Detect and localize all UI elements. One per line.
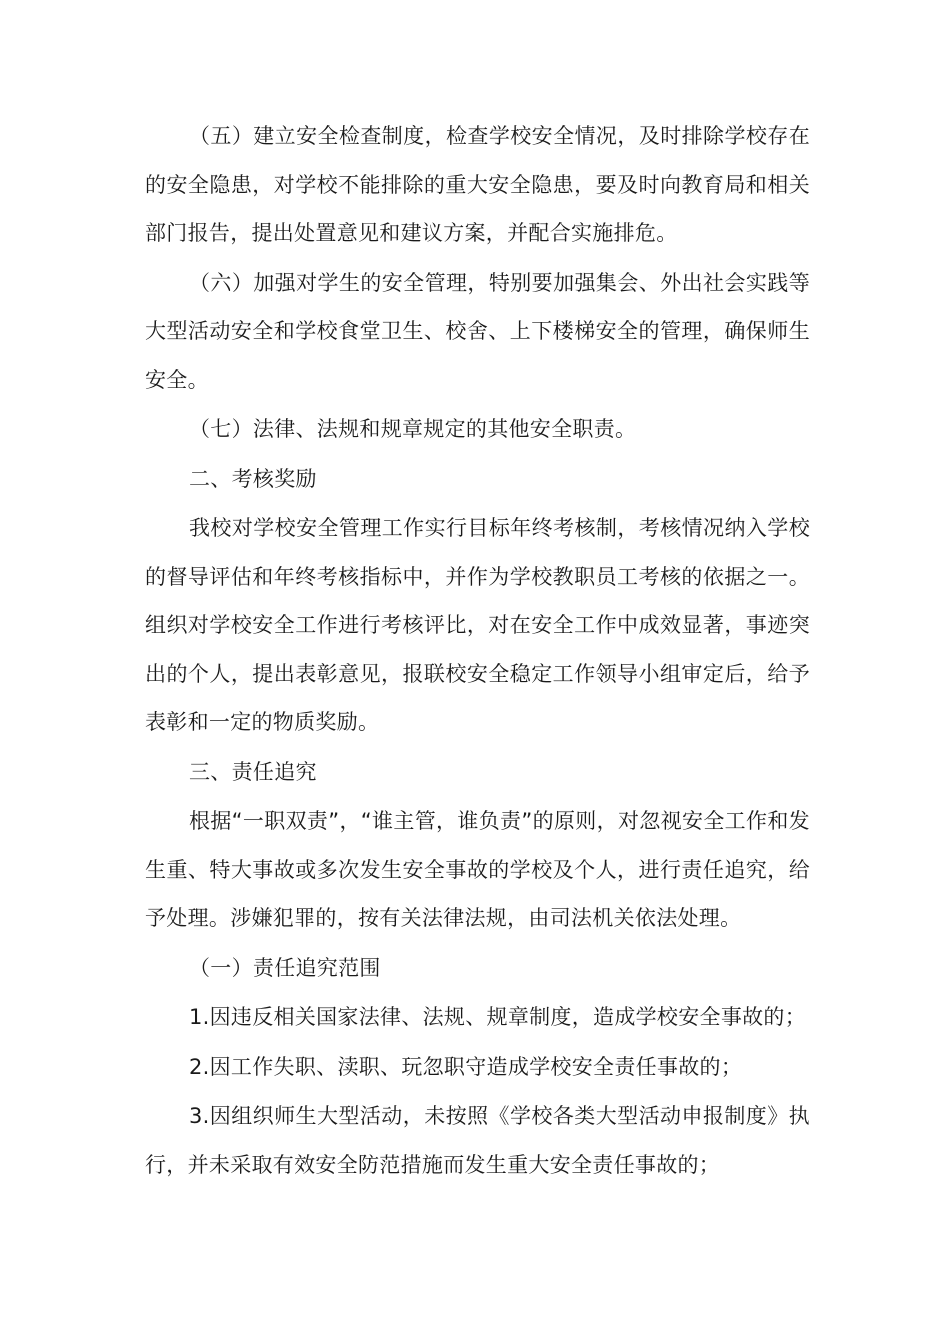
paragraph-item-5: （五）建立安全检查制度，检查学校安全情况，及时排除学校存在的安全隐患，对学校不能排除的重大安全隐患，要及时向教育局和相关部门报告，提出处置意见和建议方案，并配合实施排危。 — [145, 124, 810, 245]
subsection-heading-scope: （一）责任追究范围 — [189, 955, 381, 980]
list-item-3: 3.因组织师生大型活动，未按照《学校各类大型活动申报制度》执行，并未采取有效安全防范措施而发生重大安全责任事故的； — [145, 1104, 810, 1177]
list-item-1: 1.因违反相关国家法律、法规、规章制度，造成学校安全事故的； — [189, 1005, 807, 1029]
document-body — [145, 112, 810, 1190]
section-heading-accountability: 三、责任追究 — [189, 759, 317, 784]
paragraph-item-7: （七）法律、法规和规章规定的其他安全职责。 — [189, 417, 637, 441]
section-heading-assessment: 二、考核奖励 — [189, 466, 317, 491]
paragraph-assessment: 我校对学校安全管理工作实行目标年终考核制，考核情况纳入学校的督导评估和年终考核指标中，并作为学校教职员工考核的依据之一。组织对学校安全工作进行考核评比，对在安全工作中成效显著，事迹突出的个人，提出表彰意见，报联校安全稳定工作领导小组审定后，给予表彰和一定的物质奖励。 — [145, 516, 810, 734]
paragraph-accountability: 根据“一职双责”，“谁主管，谁负责”的原则，对忽视安全工作和发生重、特大事故或多次发生安全事故的学校及个人，进行责任追究，给予处理。涉嫌犯罪的，按有关法律法规，由司法机关依法处理。 — [145, 809, 810, 930]
paragraph-item-6: （六）加强对学生的安全管理，特别要加强集会、外出社会实践等大型活动安全和学校食堂卫生、校舍、上下楼梯安全的管理，确保师生安全。 — [145, 270, 810, 392]
list-item-2: 2.因工作失职、渎职、玩忽职守造成学校安全责任事故的； — [189, 1054, 743, 1079]
